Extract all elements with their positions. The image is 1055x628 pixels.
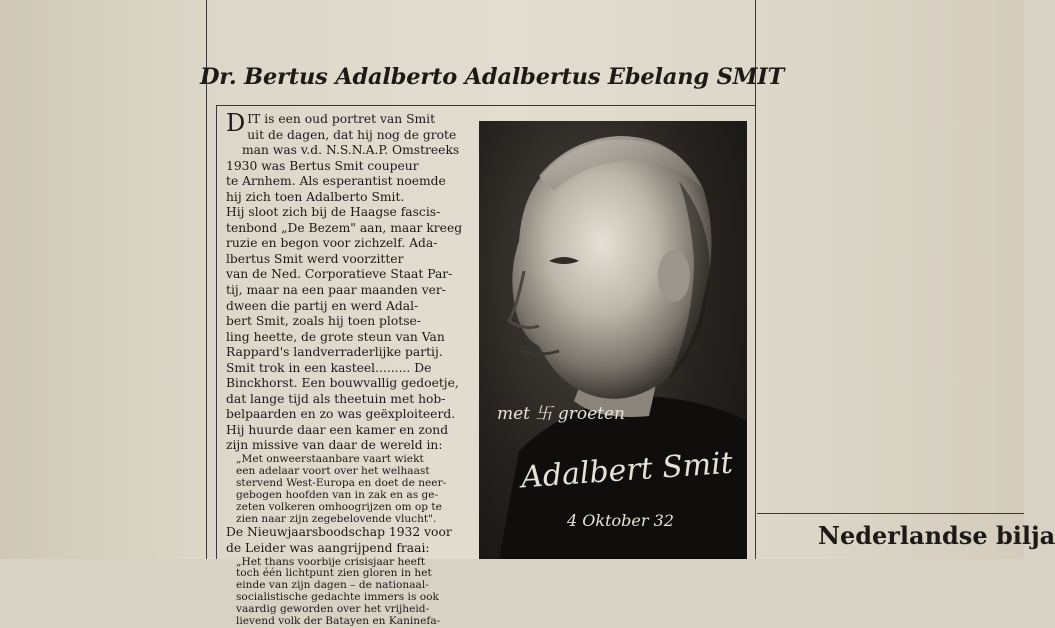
article-line: dween die partij en werd Adal- <box>226 298 419 313</box>
photo-date: 4 Oktober 32 <box>567 511 674 530</box>
quote-line: toch één lichtpunt zien gloren in het <box>236 567 432 580</box>
article-line: belpaarden en zo was geëxploiteerd. <box>226 407 456 422</box>
quote-line: een adelaar voort over het welhaast <box>236 464 430 477</box>
article-line: Hij huurde daar een kamer en zond <box>226 422 449 437</box>
article-line: lbertus Smit werd voorzitter <box>226 251 404 266</box>
quote-line: stervend West-Europa en doet de neer- <box>236 476 447 489</box>
article-line: dat lange tijd als theetuin met hob- <box>226 391 446 406</box>
article-box-top-rule <box>216 105 756 106</box>
article-line: de Leider was aangrijpend fraai: <box>226 541 430 556</box>
quote-line: „Met onweerstaanbare vaart wiekt <box>236 453 424 466</box>
portrait-drawing <box>479 121 747 559</box>
quote-line: vaardig geworden over het vrijheid- <box>236 603 430 616</box>
article-line: ruzie en begon voor zichzelf. Ada- <box>226 236 438 251</box>
quote-line: „Het thans voorbije crisisjaar heeft <box>236 555 426 568</box>
article-body <box>226 109 474 628</box>
quote-line: zeten volkeren omhoogrijzen om op te <box>236 500 442 513</box>
quote-line: einde van zijn dagen – de nationaal- <box>236 579 429 592</box>
headline: Dr. Bertus Adalberto Adalbertus Ebelang SMIT <box>200 64 785 90</box>
article-box-left-rule <box>216 105 217 559</box>
article-line: ling heette, de grote steun van Van <box>226 329 445 344</box>
article-line: Smit trok in een kasteel......... De <box>226 360 432 375</box>
article-line: Binckhorst. Een bouwvallig gedoetje, <box>226 376 459 391</box>
quote-line: socialistische gedachte immers is ook <box>236 591 439 604</box>
portrait-photo <box>479 121 747 559</box>
quote-line: gebogen hoofden van in zak en as ge- <box>236 488 439 501</box>
article-line: tenbond „De Bezem" aan, maar kreeg <box>226 220 463 235</box>
article-line: van de Ned. Corporatieve Staat Par- <box>226 267 453 282</box>
photo-dedication: met 卐 groeten <box>497 404 625 424</box>
drop-cap: D <box>226 109 246 137</box>
article-line: tij, maar na een paar maanden ver- <box>226 283 446 298</box>
quote-line: lievend volk der Batayen en Kaninefa- <box>236 615 441 628</box>
next-article-headline: Nederlandse bilja <box>818 521 1055 550</box>
article-line: zijn missive van daar de wereld in: <box>226 438 443 453</box>
article-line: man was v.d. N.S.N.A.P. Omstreeks <box>242 143 460 158</box>
photo-signature: Adalbert Smit <box>520 445 734 496</box>
article-line: 1930 was Bertus Smit coupeur <box>226 158 419 173</box>
article-line: te Arnhem. Als esperantist noemde <box>226 174 446 189</box>
faded-show-through <box>215 0 750 52</box>
article-line: De Nieuwjaarsboodschap 1932 voor <box>226 525 452 540</box>
article-first-line: DIT is een oud portret van Smit <box>226 109 436 137</box>
article-line: hij zich toen Adalberto Smit. <box>226 189 405 204</box>
section-rule-right <box>757 513 1024 514</box>
quote-line: zien naar zijn zegebelovende vlucht". <box>236 512 437 525</box>
article-line: bert Smit, zoals hij toen plotse- <box>226 314 421 329</box>
article-line: Hij sloot zich bij de Haagse fascis- <box>226 205 441 220</box>
article-line: uit de dagen, dat hij nog de grote <box>247 127 457 142</box>
article-line: Rappard's landverraderlijke partij. <box>226 345 443 360</box>
